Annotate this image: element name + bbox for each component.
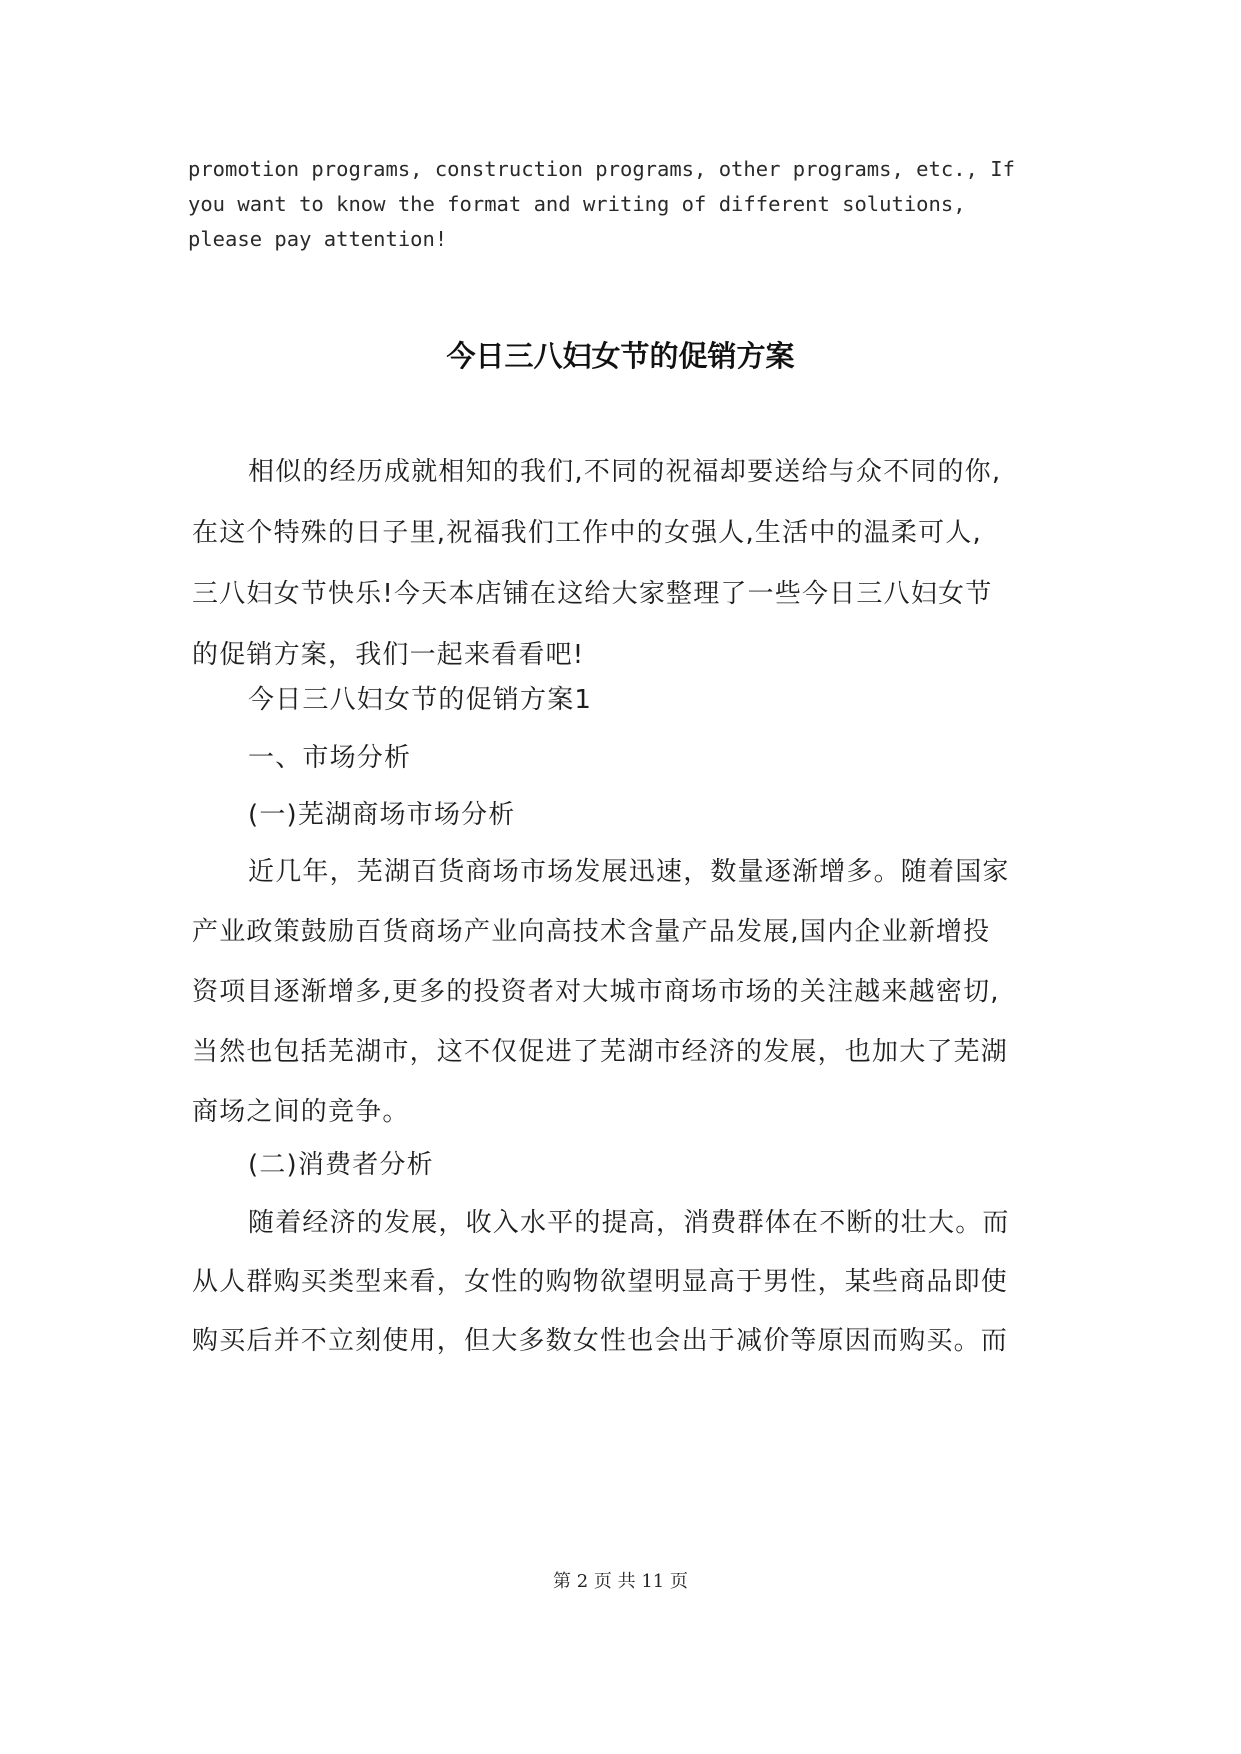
intro-text — [188, 152, 1058, 257]
paragraph-line: 购买后并不立刻使用，但大多数女性也会出于减价等原因而购买。而 — [192, 1326, 1009, 1356]
paragraph-line: 当然也包括芜湖市，这不仅促进了芜湖市经济的发展，也加大了芜湖 — [192, 1037, 1009, 1067]
subsection-heading — [192, 795, 1062, 835]
document-title: 今日三八妇女节的促销方案 — [446, 339, 795, 373]
paragraph-consumer — [192, 1203, 1062, 1361]
paragraph-line: 在这个特殊的日子里,祝福我们工作中的女强人,生活中的温柔可人, — [192, 518, 982, 548]
section-heading-text: 今日三八妇女节的促销方案1 — [248, 685, 593, 715]
subsection-heading — [192, 1145, 1062, 1185]
section-heading — [192, 738, 1062, 778]
page-number-footer: 第 2 页 共 11 页 — [553, 1571, 688, 1592]
paragraph-line: 商场之间的竞争。 — [192, 1097, 410, 1127]
paragraph-line: 资项目逐渐增多,更多的投资者对大城市商场市场的关注越来越密切, — [192, 977, 1000, 1007]
paragraph-line: 从人群购买类型来看，女性的购物欲望明显高于男性，某些商品即使 — [192, 1267, 1009, 1297]
paragraph-market — [192, 852, 1062, 1132]
intro-line: promotion programs, construction programs, other programs, etc., If — [188, 157, 1015, 181]
intro-line: you want to know the format and writing of different solutions, — [188, 192, 966, 216]
paragraph-intro — [192, 452, 1062, 675]
section-heading-text: 一、市场分析 — [248, 743, 412, 773]
paragraph-line: 三八妇女节快乐!今天本店铺在这给大家整理了一些今日三八妇女节 — [192, 579, 993, 609]
paragraph-line: 随着经济的发展，收入水平的提高，消费群体在不断的壮大。而 — [248, 1208, 1010, 1238]
subsection-heading-text: (二)消费者分析 — [248, 1150, 434, 1180]
section-heading — [192, 680, 1062, 720]
paragraph-line: 近几年，芜湖百货商场市场发展迅速，数量逐渐增多。随着国家 — [248, 857, 1010, 887]
subsection-heading-text: (一)芜湖商场市场分析 — [248, 800, 516, 830]
intro-line: please pay attention! — [188, 227, 448, 251]
paragraph-line: 的促销方案，我们一起来看看吧! — [192, 640, 585, 670]
paragraph-line: 相似的经历成就相知的我们,不同的祝福却要送给与众不同的你, — [248, 457, 1002, 487]
paragraph-line: 产业政策鼓励百货商场产业向高技术含量产品发展,国内企业新增投 — [192, 917, 991, 947]
